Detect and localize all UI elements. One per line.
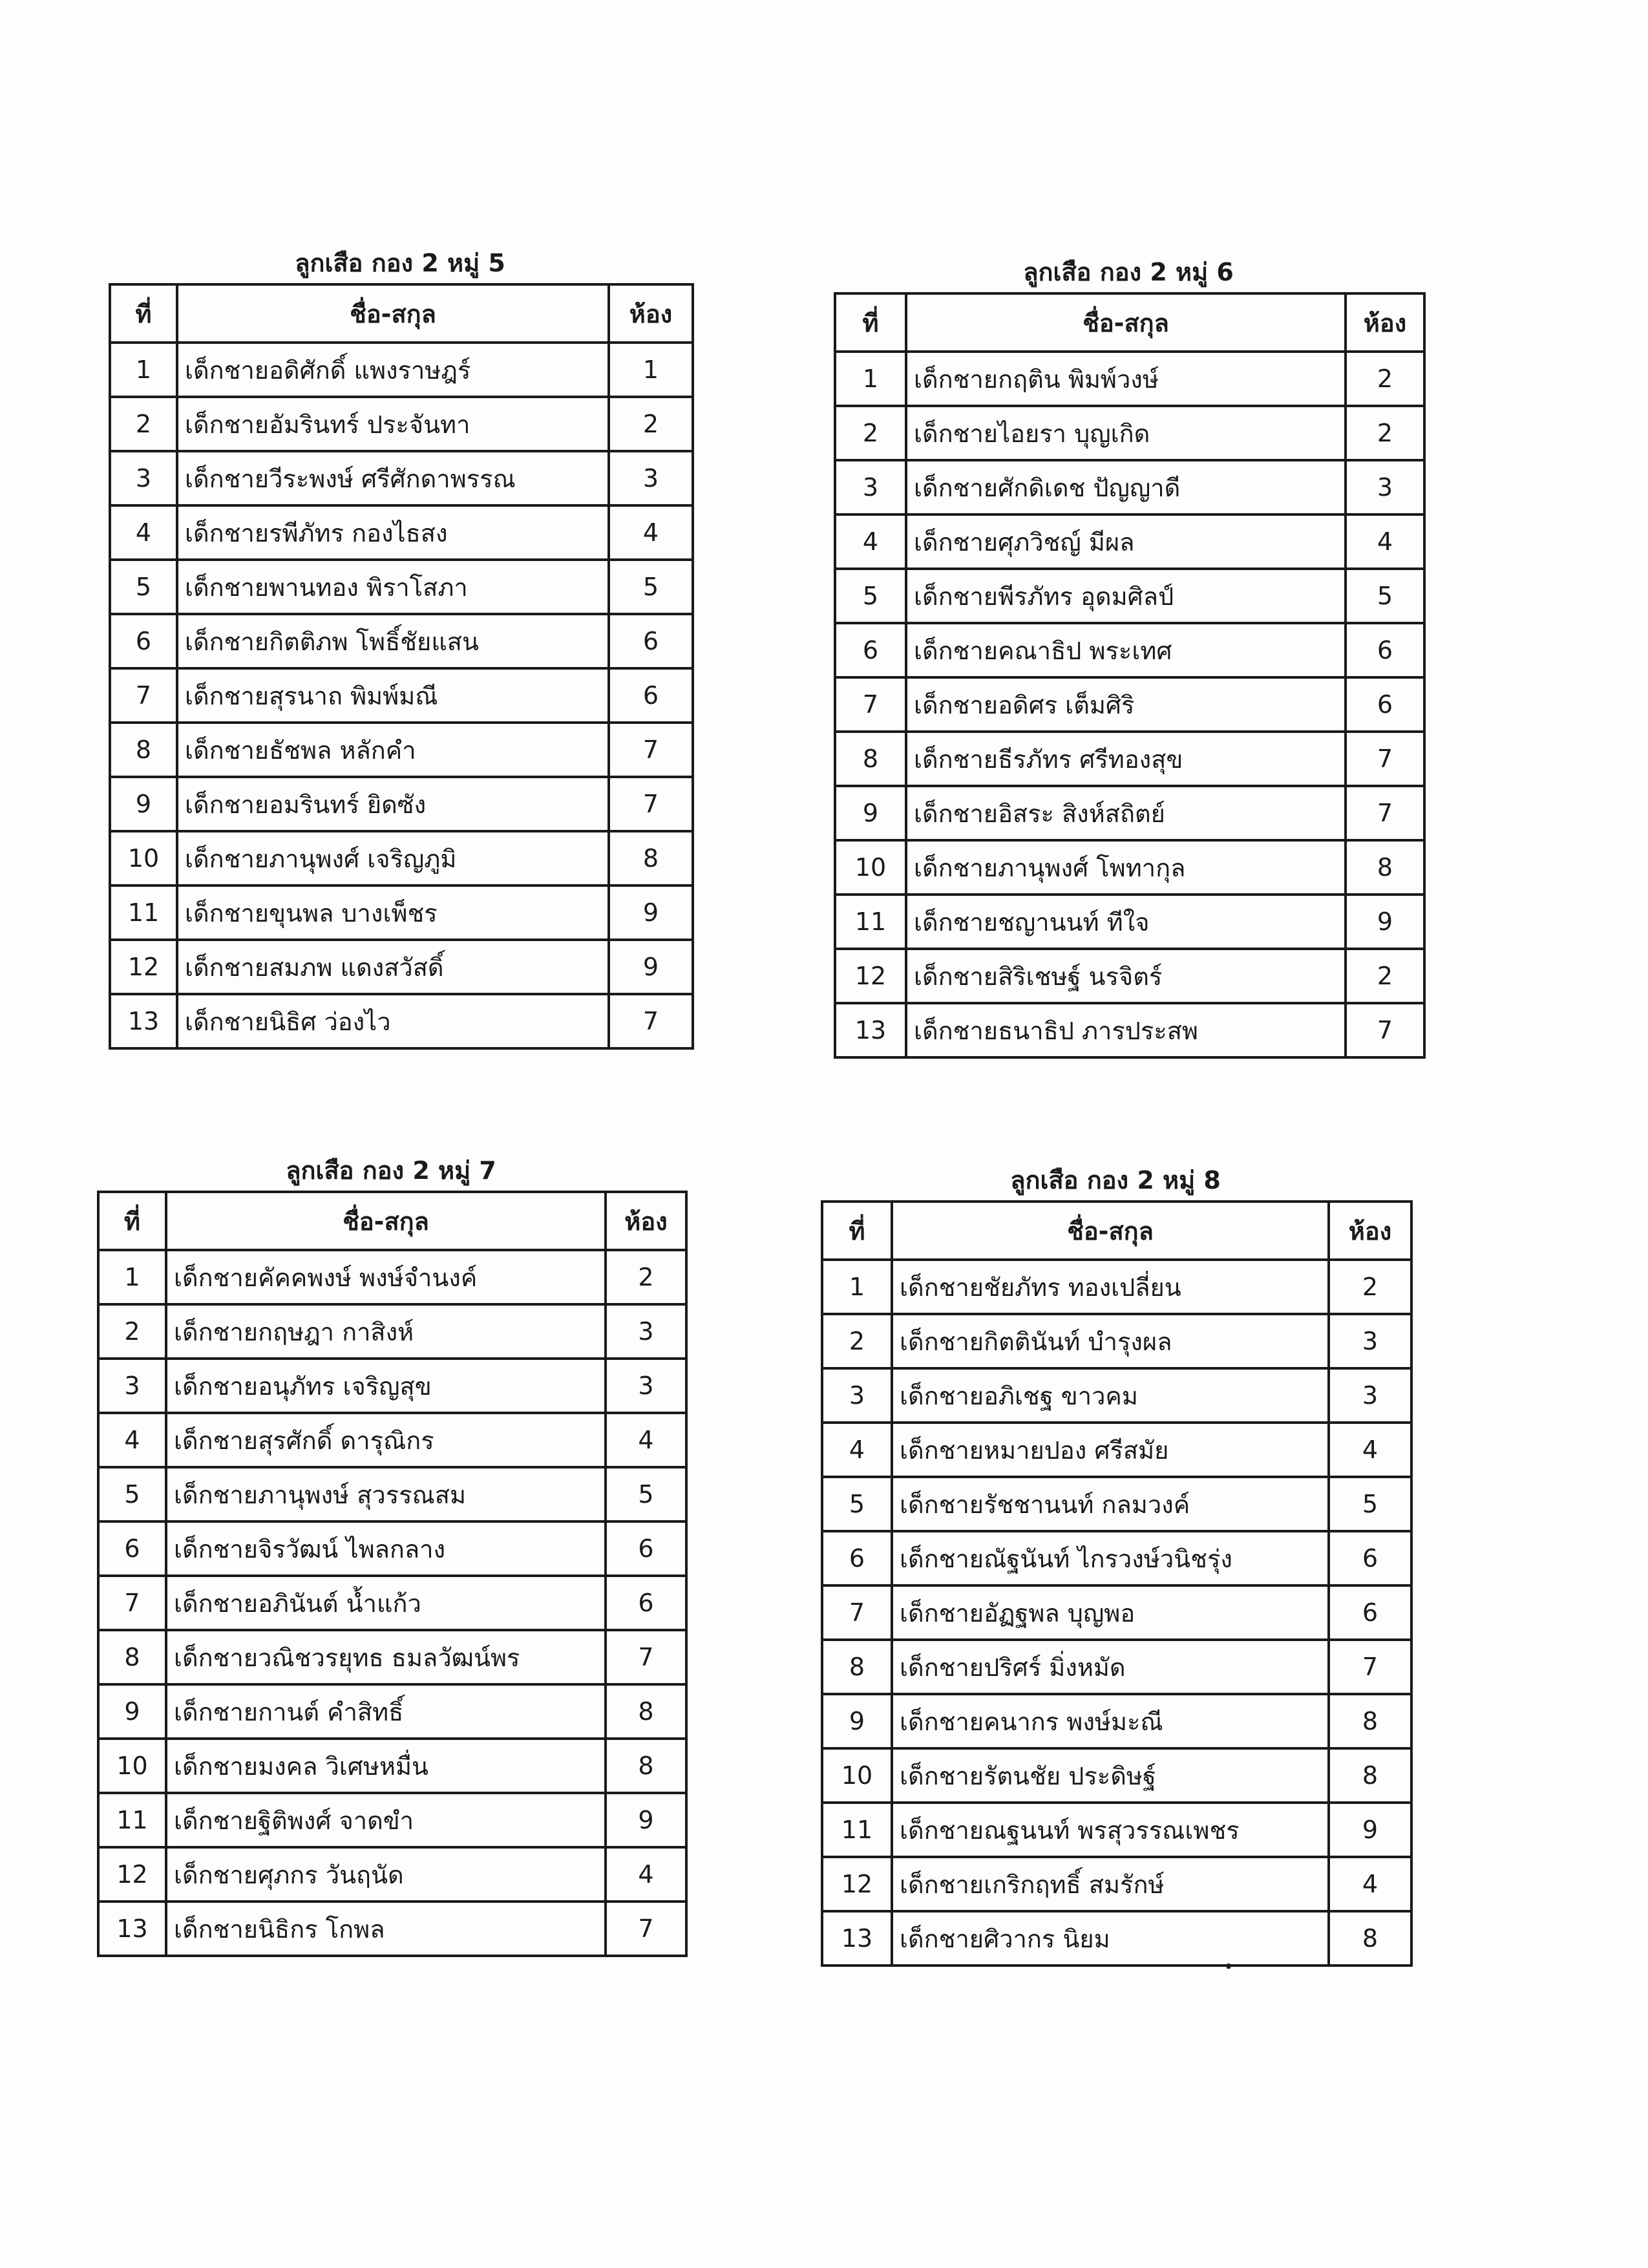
room-number: 1 [609,343,693,397]
student-name: เด็กชายนิธิกร โกพล [166,1902,606,1956]
room-number: 3 [1329,1314,1411,1368]
row-number: 13 [822,1911,892,1966]
row-number: 2 [110,397,177,451]
row-number: 12 [98,1847,166,1902]
roster-block-troop-8 [821,1160,1410,1967]
room-number: 6 [1329,1585,1411,1640]
table-row [110,723,693,777]
student-name: เด็กชายขุนพล บางเพ็ชร [177,885,609,940]
header-row [98,1192,686,1250]
row-number: 4 [98,1413,166,1467]
table-row [822,1260,1411,1314]
row-number: 9 [98,1684,166,1739]
table-row [835,895,1424,949]
table-row [822,1911,1411,1966]
row-number: 5 [98,1467,166,1521]
student-name: เด็กชายศักดิเดช ปัญญาดี [906,460,1346,514]
student-name: เด็กชายไอยรา บุญเกิด [906,406,1346,460]
row-number: 3 [822,1368,892,1423]
student-name: เด็กชายรัตนชัย ประดิษฐ์ [892,1748,1329,1803]
row-number: 3 [835,460,906,514]
header-no: ที่ [835,293,906,352]
student-name: เด็กชายคนากร พงษ์มะณี [892,1694,1329,1748]
row-number: 12 [822,1857,892,1911]
row-number: 7 [110,668,177,723]
row-number: 3 [110,451,177,505]
table-row [822,1585,1411,1640]
roster-body [110,343,693,1048]
student-name: เด็กชายศิวากร นิยม [892,1911,1329,1966]
student-name: เด็กชายอนุภัทร เจริญสุข [166,1359,606,1413]
room-number: 8 [609,831,693,885]
row-number: 7 [835,677,906,732]
table-row [98,1630,686,1684]
table-row [835,1003,1424,1057]
table-row [98,1250,686,1304]
room-number: 2 [1346,949,1424,1003]
student-name: เด็กชายรัชชานนท์ กลมวงค์ [892,1477,1329,1531]
room-number: 6 [606,1521,686,1576]
header-no: ที่ [98,1192,166,1250]
roster-table [109,283,694,1050]
header-name: ชื่อ-สกุล [177,284,609,343]
header-row [822,1202,1411,1260]
header-no: ที่ [110,284,177,343]
row-number: 5 [822,1477,892,1531]
student-name: เด็กชายภานุพงศ์ เจริญภูมิ [177,831,609,885]
header-row [835,293,1424,352]
row-number: 4 [822,1423,892,1477]
room-number: 5 [609,560,693,614]
row-number: 2 [822,1314,892,1368]
student-name: เด็กชายศุภกร วันฤนัด [166,1847,606,1902]
room-number: 7 [609,723,693,777]
student-name: เด็กชายวณิชวรยุทธ ธมลวัฒน์พร [166,1630,606,1684]
student-name: เด็กชายกฤษฎา กาสิงห์ [166,1304,606,1359]
student-name: เด็กชายธัชพล หลักคำ [177,723,609,777]
table-row [110,831,693,885]
student-name: เด็กชายภานุพงษ์ สุวรรณสม [166,1467,606,1521]
roster-block-troop-6 [834,252,1423,1059]
student-name: เด็กชายหมายปอง ศรีสมัย [892,1423,1329,1477]
room-number: 7 [606,1630,686,1684]
student-name: เด็กชายพีรภัทร อุดมศิลป์ [906,569,1346,623]
table-row [98,1413,686,1467]
header-room: ห้อง [609,284,693,343]
student-name: เด็กชายพานทอง พิราโสภา [177,560,609,614]
row-number: 6 [98,1521,166,1576]
student-name: เด็กชายรพีภัทร กองไธสง [177,505,609,560]
header-name: ชื่อ-สกุล [906,293,1346,352]
table-row [822,1477,1411,1531]
student-name: เด็กชายวีระพงษ์ ศรีศักดาพรรณ [177,451,609,505]
row-number: 9 [835,786,906,840]
table-row [110,777,693,831]
table-row [822,1694,1411,1748]
table-row [822,1748,1411,1803]
room-number: 7 [609,994,693,1048]
room-number: 8 [1329,1911,1411,1966]
row-number: 13 [110,994,177,1048]
room-number: 4 [606,1847,686,1902]
header-no: ที่ [822,1202,892,1260]
room-number: 5 [606,1467,686,1521]
student-name: เด็กชายชัยภัทร ทองเปลี่ยน [892,1260,1329,1314]
student-name: เด็กชายจิรวัฒน์ ไพลกลาง [166,1521,606,1576]
roster-title: ลูกเสือ กอง 2 หมู่ 8 [1010,1166,1221,1194]
roster-body [98,1250,686,1956]
table-row [110,614,693,668]
row-number: 8 [110,723,177,777]
row-number: 9 [110,777,177,831]
room-number: 2 [606,1250,686,1304]
table-row [110,994,693,1048]
table-row [110,668,693,723]
table-row [822,1368,1411,1423]
row-number: 10 [110,831,177,885]
row-number: 10 [822,1748,892,1803]
row-number: 4 [110,505,177,560]
row-number: 11 [110,885,177,940]
table-row [835,569,1424,623]
student-name: เด็กชายสิริเชษฐ์ นรจิตร์ [906,949,1346,1003]
table-row [835,786,1424,840]
student-name: เด็กชายกานต์ คำสิทธิ์ [166,1684,606,1739]
room-number: 8 [606,1739,686,1793]
room-number: 4 [1329,1423,1411,1477]
roster-table [821,1200,1413,1967]
room-number: 8 [1329,1748,1411,1803]
table-row [822,1640,1411,1694]
table-row [110,451,693,505]
roster-body [822,1260,1411,1966]
student-name: เด็กชายนิธิศ ว่องไว [177,994,609,1048]
room-number: 6 [609,668,693,723]
table-row [835,732,1424,786]
student-name: เด็กชายสุรศักดิ์ ดารุณิกร [166,1413,606,1467]
table-row [110,343,693,397]
row-number: 6 [110,614,177,668]
row-number: 2 [98,1304,166,1359]
room-number: 6 [1346,677,1424,732]
room-number: 7 [609,777,693,831]
student-name: เด็กชายกิตติภพ โพธิ์ชัยแสน [177,614,609,668]
header-name: ชื่อ-สกุล [166,1192,606,1250]
row-number: 8 [822,1640,892,1694]
row-number: 1 [98,1250,166,1304]
row-number: 8 [98,1630,166,1684]
table-row [98,1359,686,1413]
table-row [98,1521,686,1576]
table-row [98,1467,686,1521]
table-row [822,1423,1411,1477]
student-name: เด็กชายสมภพ แดงสวัสดิ์ [177,940,609,994]
row-number: 12 [835,949,906,1003]
row-number: 1 [110,343,177,397]
room-number: 3 [609,451,693,505]
row-number: 3 [98,1359,166,1413]
room-number: 8 [1346,840,1424,895]
table-row [98,1902,686,1956]
row-number: 4 [835,514,906,569]
roster-title: ลูกเสือ กอง 2 หมู่ 7 [286,1156,496,1185]
row-number: 10 [835,840,906,895]
student-name: เด็กชายภานุพงศ์ โพทากุล [906,840,1346,895]
table-row [835,460,1424,514]
student-name: เด็กชายคัคคพงษ์ พงษ์จำนงค์ [166,1250,606,1304]
row-number: 13 [98,1902,166,1956]
roster-body [835,352,1424,1057]
table-row [822,1857,1411,1911]
room-number: 3 [606,1359,686,1413]
row-number: 11 [98,1793,166,1847]
room-number: 7 [1346,786,1424,840]
scan-speck [1227,1964,1231,1969]
room-number: 5 [1346,569,1424,623]
table-row [110,505,693,560]
roster-block-troop-5 [109,243,692,1050]
table-row [835,514,1424,569]
table-row [98,1739,686,1793]
room-number: 8 [1329,1694,1411,1748]
room-number: 2 [1346,352,1424,406]
row-number: 2 [835,406,906,460]
table-row [98,1304,686,1359]
row-number: 5 [110,560,177,614]
student-name: เด็กชายอภินันต์ น้ำแก้ว [166,1576,606,1630]
student-name: เด็กชายกิตตินันท์ บำรุงผล [892,1314,1329,1368]
row-number: 11 [835,895,906,949]
row-number: 6 [835,623,906,677]
room-number: 6 [606,1576,686,1630]
table-row [98,1684,686,1739]
header-row [110,284,693,343]
roster-title: ลูกเสือ กอง 2 หมู่ 5 [295,249,505,277]
room-number: 7 [1346,1003,1424,1057]
room-number: 5 [1329,1477,1411,1531]
student-name: เด็กชายฐิติพงศ์ จาดขำ [166,1793,606,1847]
table-row [98,1576,686,1630]
room-number: 9 [1329,1803,1411,1857]
room-number: 9 [606,1793,686,1847]
room-number: 9 [609,940,693,994]
row-number: 6 [822,1531,892,1585]
room-number: 6 [1346,623,1424,677]
student-name: เด็กชายมงคล วิเศษหมื่น [166,1739,606,1793]
table-row [835,949,1424,1003]
table-row [835,840,1424,895]
table-row [822,1531,1411,1585]
student-name: เด็กชายกฤติน พิมพ์วงษ์ [906,352,1346,406]
table-row [835,352,1424,406]
room-number: 2 [609,397,693,451]
room-number: 4 [1329,1857,1411,1911]
room-number: 4 [1346,514,1424,569]
roster-title: ลูกเสือ กอง 2 หมู่ 6 [1023,258,1234,286]
row-number: 9 [822,1694,892,1748]
table-row [110,940,693,994]
header-room: ห้อง [606,1192,686,1250]
room-number: 2 [1329,1260,1411,1314]
roster-table [97,1191,688,1957]
table-row [98,1793,686,1847]
table-row [822,1314,1411,1368]
table-row [110,885,693,940]
room-number: 4 [609,505,693,560]
table-row [110,397,693,451]
row-number: 5 [835,569,906,623]
student-name: เด็กชายคณาธิป พระเทศ [906,623,1346,677]
room-number: 7 [1346,732,1424,786]
room-number: 2 [1346,406,1424,460]
student-name: เด็กชายอิสระ สิงห์สถิตย์ [906,786,1346,840]
table-row [110,560,693,614]
roster-block-troop-7 [97,1150,685,1957]
student-name: เด็กชายธีรภัทร ศรีทองสุข [906,732,1346,786]
table-row [835,677,1424,732]
room-number: 4 [606,1413,686,1467]
room-number: 7 [606,1902,686,1956]
table-row [98,1847,686,1902]
roster-table [834,292,1426,1059]
room-number: 3 [1346,460,1424,514]
student-name: เด็กชายชญานนท์ ทีใจ [906,895,1346,949]
row-number: 1 [835,352,906,406]
room-number: 6 [609,614,693,668]
room-number: 3 [1329,1368,1411,1423]
student-name: เด็กชายธนาธิป ภารประสพ [906,1003,1346,1057]
room-number: 7 [1329,1640,1411,1694]
room-number: 9 [609,885,693,940]
row-number: 12 [110,940,177,994]
row-number: 1 [822,1260,892,1314]
header-room: ห้อง [1329,1202,1411,1260]
table-row [835,623,1424,677]
table-row [835,406,1424,460]
room-number: 3 [606,1304,686,1359]
row-number: 7 [98,1576,166,1630]
student-name: เด็กชายอภิเชฐ ขาวคม [892,1368,1329,1423]
student-name: เด็กชายอดิศร เต็มศิริ [906,677,1346,732]
row-number: 8 [835,732,906,786]
student-name: เด็กชายปริศร์ มิ่งหมัด [892,1640,1329,1694]
student-name: เด็กชายอดิศักดิ์ แพงราษฎร์ [177,343,609,397]
room-number: 6 [1329,1531,1411,1585]
student-name: เด็กชายอัมรินทร์ ประจันทา [177,397,609,451]
table-row [822,1803,1411,1857]
room-number: 8 [606,1684,686,1739]
student-name: เด็กชายณฐนนท์ พรสุวรรณเพชร [892,1803,1329,1857]
room-number: 9 [1346,895,1424,949]
header-name: ชื่อ-สกุล [892,1202,1329,1260]
student-name: เด็กชายณัฐนันท์ ไกรวงษ์วนิชรุ่ง [892,1531,1329,1585]
student-name: เด็กชายอมรินทร์ ยิดซัง [177,777,609,831]
student-name: เด็กชายอัฏฐพล บุญพอ [892,1585,1329,1640]
row-number: 7 [822,1585,892,1640]
row-number: 13 [835,1003,906,1057]
row-number: 10 [98,1739,166,1793]
header-room: ห้อง [1346,293,1424,352]
student-name: เด็กชายเกริกฤทธิ์ สมรักษ์ [892,1857,1329,1911]
student-name: เด็กชายศุภวิชญ์ มีผล [906,514,1346,569]
row-number: 11 [822,1803,892,1857]
student-name: เด็กชายสุรนาถ พิมพ์มณี [177,668,609,723]
